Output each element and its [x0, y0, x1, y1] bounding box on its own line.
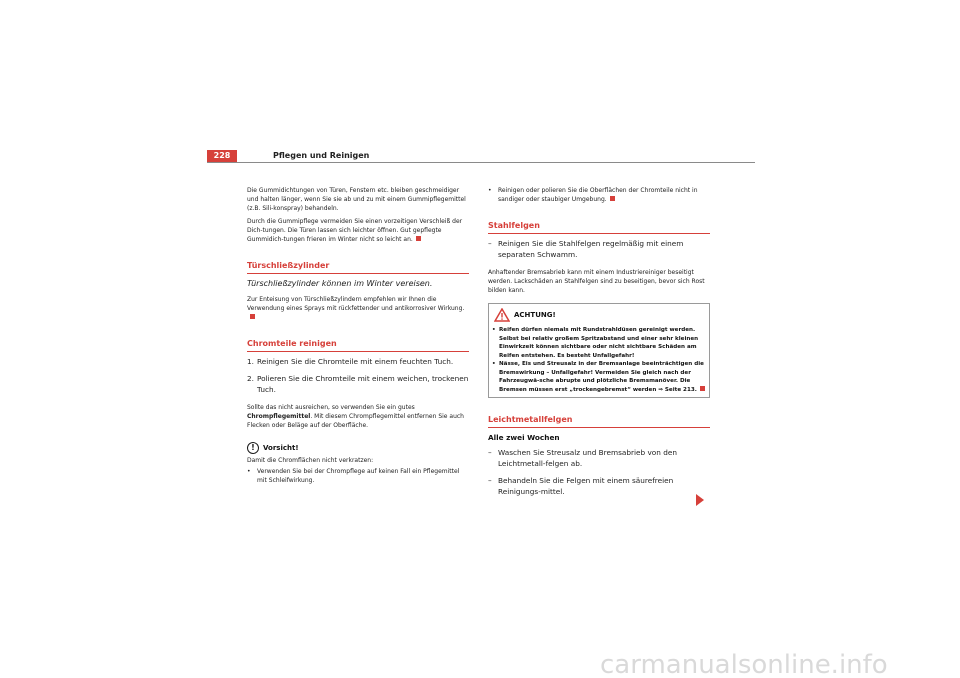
- end-mark-icon: [610, 196, 615, 201]
- dash-text: Behandeln Sie die Felgen mit einem säurefreien Reinigungs-mittel.: [498, 476, 674, 496]
- step-item: [247, 373, 469, 395]
- interval-subheading: Alle zwei Wochen: [488, 433, 560, 442]
- next-page-arrow-icon: [696, 494, 704, 506]
- dash-text: Waschen Sie Streusalz und Bremsabrieb von den Leichtmetall-felgen ab.: [498, 448, 677, 468]
- intro-paragraph-1: Die Gummidichtungen von Türen, Fenstern etc. bleiben geschmeidiger und halten länger, wenn Sie sie ab und zu mit einem Gummipflegemittel (z.B. Sili-konspray) behandeln.: [247, 187, 466, 212]
- section-heading-tuerschliesszylinder: Türschließzylinder: [247, 260, 469, 274]
- step-text: Reinigen Sie die Chromteile mit einem feuchten Tuch.: [257, 357, 454, 366]
- right-column: [488, 186, 710, 497]
- warning-bullet: [492, 360, 706, 394]
- warning-box: [488, 303, 710, 398]
- step-text: Polieren Sie die Chromteile mit einem weichen, trockenen Tuch.: [257, 374, 469, 394]
- dash-item: [488, 238, 710, 260]
- end-mark-icon: [250, 314, 255, 319]
- dash-icon: –: [488, 476, 492, 485]
- bullet-icon: •: [488, 187, 492, 194]
- warning-bullet-text: Reifen dürfen niemals mit Rundstrahldüsen gereinigt werden. Selbst bei relativ großem Spritzabstand und einer sehr kleinen Einwirkzeit können sichtbare oder nicht sichtbare Schäden am Reifen entstehen. Es besteht Unfallgefahr!: [499, 327, 699, 359]
- bullet-icon: •: [247, 468, 251, 475]
- section-heading-chromteile: Chromteile reinigen: [247, 338, 469, 352]
- page-number: 228: [213, 151, 231, 160]
- intro-paragraph-2-text: Durch die Gummipflege vermeiden Sie einen vorzeitigen Verschleiß der Dich-tungen. Die Türen lassen sich leichter öffnen. Gut gepflegte Gummidich-tungen frieren im Winter nicht so leicht an.: [247, 218, 463, 243]
- warning-bullet-text: Nässe, Eis und Streusalz in der Bremsanlage beeinträchtigen die Bremswirkung – Unfallgefahr! Vermeiden Sie gleich nach der Fahrzeugwä-sche abrupte und plötzliche Bremsmanöver. Die Bremsen müssen erst „trockengebremst“ werden ⇒ Seite 213.: [499, 361, 704, 393]
- step-number: 2.: [247, 374, 254, 383]
- bullet-icon: •: [492, 361, 496, 367]
- warning-bullet: [492, 326, 706, 360]
- chrom-note-pre: Sollte das nicht ausreichen, so verwenden Sie ein gutes: [247, 404, 415, 411]
- warning-bullet-content: [499, 360, 706, 394]
- caution-lead: Damit die Chromflächen nicht verkratzen:: [247, 457, 374, 464]
- top-bullet-content: [498, 186, 710, 204]
- step-number: 1.: [247, 357, 254, 366]
- dash-item: [488, 447, 710, 469]
- dash-icon: –: [488, 448, 492, 457]
- top-bullet-text: Reinigen oder polieren Sie die Oberflächen der Chromteile nicht in sandiger oder staubiger Umgebung.: [498, 187, 698, 203]
- dash-icon: –: [488, 239, 492, 248]
- top-bullet: [488, 186, 710, 204]
- watermark: carmanualsonline.info: [600, 650, 888, 678]
- warning-header: [492, 308, 706, 322]
- tuer-paragraph: [247, 295, 469, 322]
- caution-bullet-text: Verwenden Sie bei der Chrompflege auf keinen Fall ein Pflegemittel mit Schleifwirkung.: [257, 468, 460, 484]
- left-column: [247, 186, 469, 485]
- tuer-paragraph-text: Zur Enteisung von Türschließzylindern empfehlen wir Ihnen die Verwendung eines Sprays mit rückfettender und antikorrosiver Wirkung.: [247, 296, 465, 312]
- section-subtitle: Türschließzylinder können im Winter vereisen.: [247, 279, 433, 288]
- caution-header: [247, 442, 469, 454]
- chrom-note-bold: Chrompflegemittel: [247, 413, 311, 420]
- warning-title: ACHTUNG!: [514, 311, 556, 319]
- step-item: [247, 356, 469, 367]
- intro-paragraph-2: [247, 217, 469, 244]
- end-mark-icon: [700, 386, 705, 391]
- chrom-note-post: . Mit diesem Chrompflegemittel entfernen Sie auch Flecken oder Beläge auf der Oberfläche.: [247, 413, 464, 429]
- section-heading-leichtmetallfelgen: Leichtmetallfelgen: [488, 414, 710, 428]
- chapter-title: Pflegen und Reinigen: [273, 151, 370, 160]
- exclamation-icon: !: [247, 442, 259, 454]
- dash-item: [488, 475, 710, 497]
- end-mark-icon: [416, 236, 421, 241]
- warning-triangle-icon: [494, 308, 510, 322]
- section-heading-stahlfelgen: Stahlfelgen: [488, 220, 710, 234]
- caution-bullet: [247, 467, 469, 485]
- header-divider: [207, 162, 755, 163]
- chrom-note: [247, 403, 469, 430]
- stahl-paragraph: Anhaftender Bremsabrieb kann mit einem Industriereiniger beseitigt werden. Lackschäden an Stahlfelgen sind zu beseitigen, bevor sich Rost bilden kann.: [488, 269, 705, 294]
- caution-title: Vorsicht!: [263, 444, 299, 452]
- page-header: [207, 150, 755, 164]
- bullet-icon: •: [492, 327, 496, 333]
- dash-text: Reinigen Sie die Stahlfelgen regelmäßig mit einem separaten Schwamm.: [498, 239, 684, 259]
